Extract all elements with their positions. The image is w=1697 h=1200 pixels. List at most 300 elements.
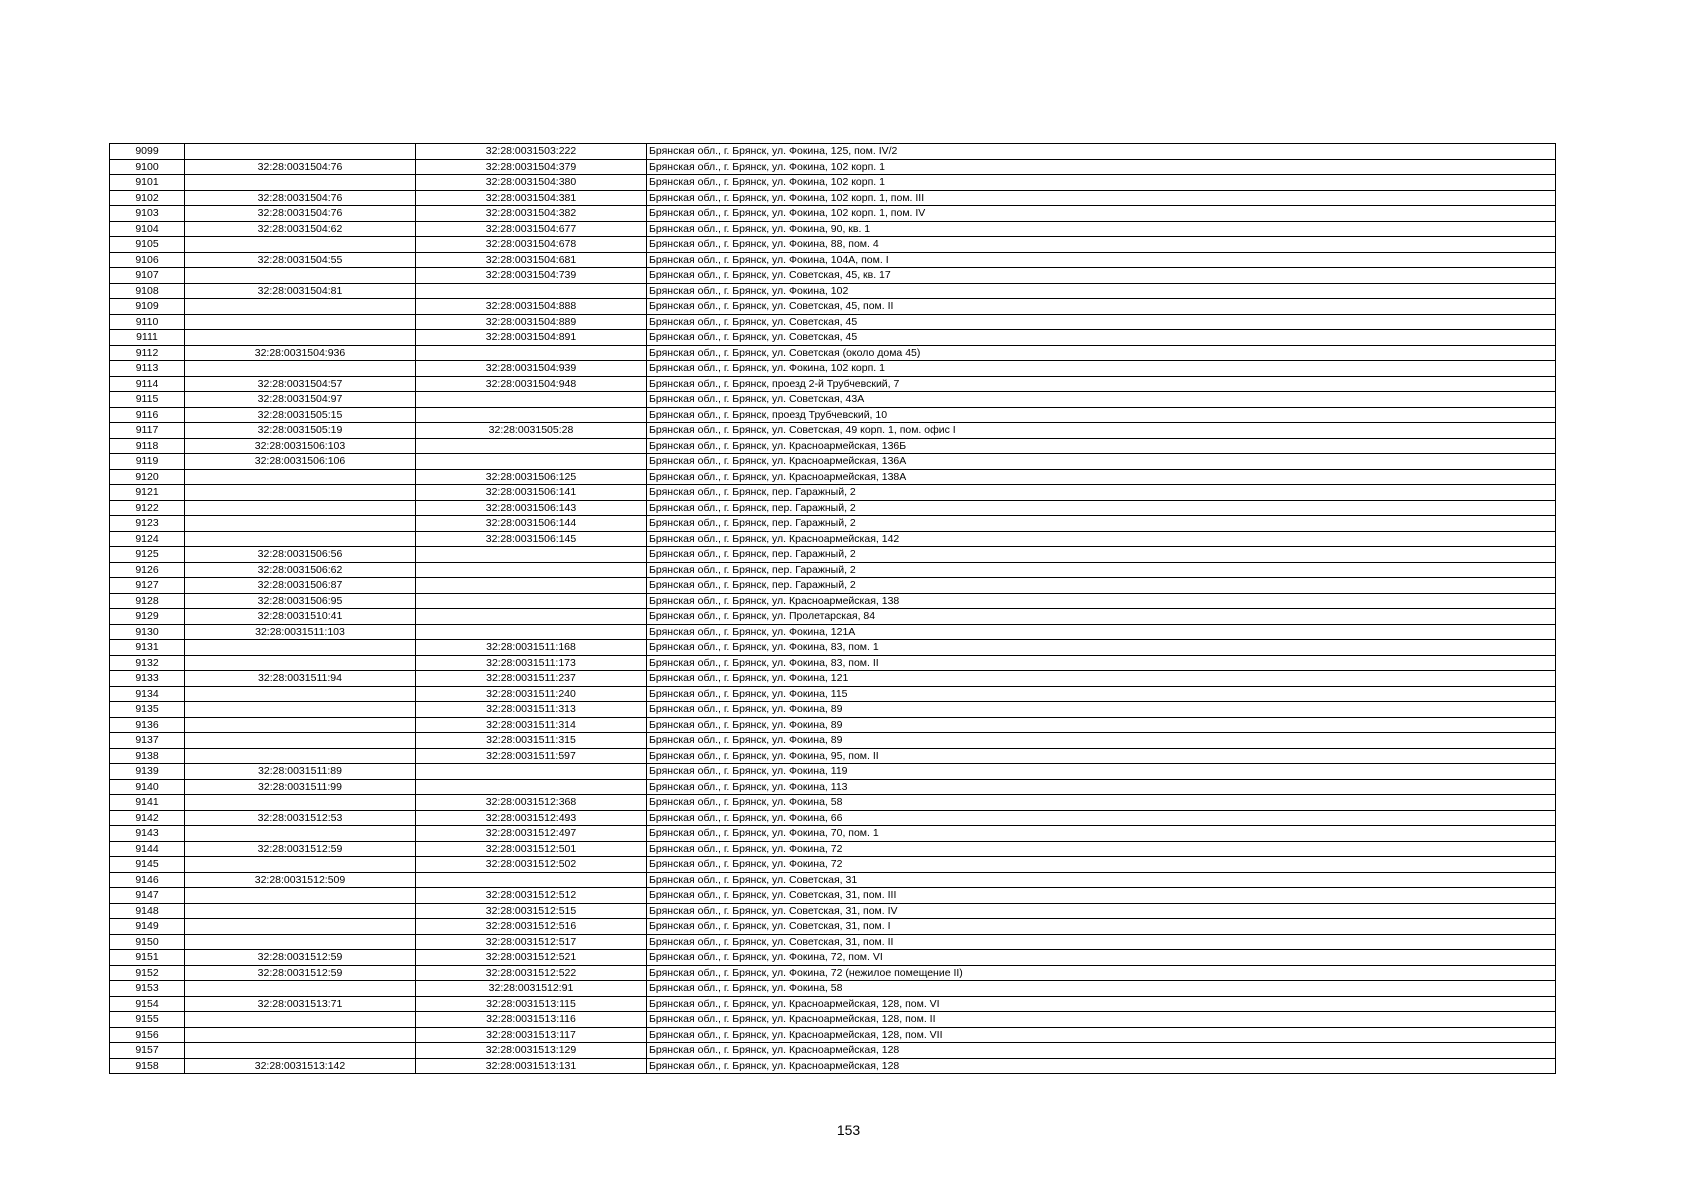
object-cadastral-number-cell: 32:28:0031506:141 — [416, 485, 647, 501]
address-cell: Брянская обл., г. Брянск, ул. Фокина, 72 — [647, 857, 1556, 873]
object-cadastral-number-cell: 32:28:0031512:521 — [416, 950, 647, 966]
address-cell: Брянская обл., г. Брянск, ул. Фокина, 125, пом. IV/2 — [647, 144, 1556, 160]
land-cadastral-number-cell: 32:28:0031505:19 — [185, 423, 416, 439]
land-cadastral-number-cell: 32:28:0031504:55 — [185, 252, 416, 268]
row-number-cell: 9130 — [110, 624, 185, 640]
row-number-cell: 9117 — [110, 423, 185, 439]
row-number-cell: 9156 — [110, 1027, 185, 1043]
table-row — [110, 206, 1556, 222]
table-row — [110, 826, 1556, 842]
object-cadastral-number-cell: 32:28:0031513:129 — [416, 1043, 647, 1059]
table-row — [110, 392, 1556, 408]
table-row — [110, 516, 1556, 532]
address-cell: Брянская обл., г. Брянск, ул. Красноармейская, 128, пом. II — [647, 1012, 1556, 1028]
land-cadastral-number-cell: 32:28:0031511:99 — [185, 779, 416, 795]
object-cadastral-number-cell: 32:28:0031504:678 — [416, 237, 647, 253]
row-number-cell: 9138 — [110, 748, 185, 764]
address-cell: Брянская обл., г. Брянск, ул. Красноармейская, 128 — [647, 1058, 1556, 1074]
object-cadastral-number-cell — [416, 438, 647, 454]
land-cadastral-number-cell: 32:28:0031513:142 — [185, 1058, 416, 1074]
row-number-cell: 9123 — [110, 516, 185, 532]
object-cadastral-number-cell — [416, 345, 647, 361]
land-cadastral-number-cell: 32:28:0031505:15 — [185, 407, 416, 423]
table-row — [110, 624, 1556, 640]
object-cadastral-number-cell: 32:28:0031511:315 — [416, 733, 647, 749]
table-row — [110, 872, 1556, 888]
table-row — [110, 733, 1556, 749]
address-cell: Брянская обл., г. Брянск, ул. Красноармейская, 128, пом. VI — [647, 996, 1556, 1012]
page-number: 153 — [836, 1122, 861, 1138]
row-number-cell: 9152 — [110, 965, 185, 981]
row-number-cell: 9129 — [110, 609, 185, 625]
object-cadastral-number-cell: 32:28:0031511:168 — [416, 640, 647, 656]
table-row — [110, 376, 1556, 392]
table-row — [110, 252, 1556, 268]
object-cadastral-number-cell: 32:28:0031504:939 — [416, 361, 647, 377]
row-number-cell: 9103 — [110, 206, 185, 222]
land-cadastral-number-cell — [185, 934, 416, 950]
table-row — [110, 485, 1556, 501]
land-cadastral-number-cell — [185, 299, 416, 315]
row-number-cell: 9119 — [110, 454, 185, 470]
object-cadastral-number-cell: 32:28:0031504:889 — [416, 314, 647, 330]
row-number-cell: 9136 — [110, 717, 185, 733]
row-number-cell: 9102 — [110, 190, 185, 206]
address-cell: Брянская обл., г. Брянск, ул. Советская, 49 корп. 1, пом. офис I — [647, 423, 1556, 439]
object-cadastral-number-cell: 32:28:0031513:115 — [416, 996, 647, 1012]
row-number-cell: 9106 — [110, 252, 185, 268]
address-cell: Брянская обл., г. Брянск, ул. Советская, 43А — [647, 392, 1556, 408]
address-cell: Брянская обл., г. Брянск, ул. Фокина, 102 корп. 1 — [647, 175, 1556, 191]
address-cell: Брянская обл., г. Брянск, ул. Красноармейская, 128 — [647, 1043, 1556, 1059]
object-cadastral-number-cell: 32:28:0031512:497 — [416, 826, 647, 842]
registry-table-body — [110, 144, 1556, 1074]
object-cadastral-number-cell: 32:28:0031511:597 — [416, 748, 647, 764]
address-cell: Брянская обл., г. Брянск, ул. Фокина, 119 — [647, 764, 1556, 780]
land-cadastral-number-cell: 32:28:0031511:103 — [185, 624, 416, 640]
row-number-cell: 9101 — [110, 175, 185, 191]
row-number-cell: 9115 — [110, 392, 185, 408]
row-number-cell: 9135 — [110, 702, 185, 718]
object-cadastral-number-cell — [416, 407, 647, 423]
row-number-cell: 9142 — [110, 810, 185, 826]
row-number-cell: 9137 — [110, 733, 185, 749]
row-number-cell: 9109 — [110, 299, 185, 315]
address-cell: Брянская обл., г. Брянск, ул. Фокина, 102 корп. 1, пом. IV — [647, 206, 1556, 222]
row-number-cell: 9149 — [110, 919, 185, 935]
address-cell: Брянская обл., г. Брянск, проезд 2-й Трубчевский, 7 — [647, 376, 1556, 392]
land-cadastral-number-cell — [185, 919, 416, 935]
row-number-cell: 9121 — [110, 485, 185, 501]
land-cadastral-number-cell: 32:28:0031512:53 — [185, 810, 416, 826]
land-cadastral-number-cell: 32:28:0031504:57 — [185, 376, 416, 392]
object-cadastral-number-cell: 32:28:0031504:677 — [416, 221, 647, 237]
object-cadastral-number-cell: 32:28:0031512:493 — [416, 810, 647, 826]
table-row — [110, 454, 1556, 470]
row-number-cell: 9148 — [110, 903, 185, 919]
object-cadastral-number-cell: 32:28:0031506:143 — [416, 500, 647, 516]
row-number-cell: 9125 — [110, 547, 185, 563]
table-row — [110, 1012, 1556, 1028]
table-row — [110, 888, 1556, 904]
land-cadastral-number-cell — [185, 175, 416, 191]
land-cadastral-number-cell — [185, 717, 416, 733]
object-cadastral-number-cell — [416, 593, 647, 609]
table-row — [110, 981, 1556, 997]
address-cell: Брянская обл., г. Брянск, пер. Гаражный, 2 — [647, 485, 1556, 501]
address-cell: Брянская обл., г. Брянск, ул. Фокина, 83, пом. II — [647, 655, 1556, 671]
object-cadastral-number-cell: 32:28:0031504:739 — [416, 268, 647, 284]
object-cadastral-number-cell: 32:28:0031512:522 — [416, 965, 647, 981]
row-number-cell: 9114 — [110, 376, 185, 392]
row-number-cell: 9111 — [110, 330, 185, 346]
row-number-cell: 9131 — [110, 640, 185, 656]
table-row — [110, 268, 1556, 284]
row-number-cell: 9110 — [110, 314, 185, 330]
land-cadastral-number-cell: 32:28:0031512:509 — [185, 872, 416, 888]
land-cadastral-number-cell: 32:28:0031504:62 — [185, 221, 416, 237]
object-cadastral-number-cell: 32:28:0031512:91 — [416, 981, 647, 997]
land-cadastral-number-cell — [185, 485, 416, 501]
land-cadastral-number-cell: 32:28:0031504:936 — [185, 345, 416, 361]
address-cell: Брянская обл., г. Брянск, ул. Красноармейская, 142 — [647, 531, 1556, 547]
land-cadastral-number-cell: 32:28:0031512:59 — [185, 841, 416, 857]
land-cadastral-number-cell: 32:28:0031506:56 — [185, 547, 416, 563]
row-number-cell: 9100 — [110, 159, 185, 175]
address-cell: Брянская обл., г. Брянск, ул. Фокина, 89 — [647, 717, 1556, 733]
land-cadastral-number-cell — [185, 903, 416, 919]
table-row — [110, 562, 1556, 578]
object-cadastral-number-cell: 32:28:0031512:517 — [416, 934, 647, 950]
land-cadastral-number-cell: 32:28:0031511:94 — [185, 671, 416, 687]
row-number-cell: 9140 — [110, 779, 185, 795]
land-cadastral-number-cell — [185, 702, 416, 718]
land-cadastral-number-cell: 32:28:0031506:103 — [185, 438, 416, 454]
table-row — [110, 190, 1556, 206]
row-number-cell: 9127 — [110, 578, 185, 594]
address-cell: Брянская обл., г. Брянск, ул. Фокина, 88, пом. 4 — [647, 237, 1556, 253]
land-cadastral-number-cell — [185, 748, 416, 764]
table-row — [110, 810, 1556, 826]
table-row — [110, 547, 1556, 563]
address-cell: Брянская обл., г. Брянск, ул. Фокина, 58 — [647, 795, 1556, 811]
object-cadastral-number-cell: 32:28:0031511:173 — [416, 655, 647, 671]
address-cell: Брянская обл., г. Брянск, ул. Фокина, 90, кв. 1 — [647, 221, 1556, 237]
object-cadastral-number-cell: 32:28:0031512:512 — [416, 888, 647, 904]
address-cell: Брянская обл., г. Брянск, ул. Красноармейская, 138А — [647, 469, 1556, 485]
row-number-cell: 9132 — [110, 655, 185, 671]
table-row — [110, 159, 1556, 175]
table-row — [110, 1043, 1556, 1059]
object-cadastral-number-cell — [416, 779, 647, 795]
table-row — [110, 841, 1556, 857]
address-cell: Брянская обл., г. Брянск, пер. Гаражный, 2 — [647, 547, 1556, 563]
address-cell: Брянская обл., г. Брянск, ул. Фокина, 89 — [647, 733, 1556, 749]
row-number-cell: 9112 — [110, 345, 185, 361]
row-number-cell: 9108 — [110, 283, 185, 299]
land-cadastral-number-cell — [185, 516, 416, 532]
row-number-cell: 9157 — [110, 1043, 185, 1059]
address-cell: Брянская обл., г. Брянск, ул. Фокина, 72 — [647, 841, 1556, 857]
land-cadastral-number-cell — [185, 330, 416, 346]
row-number-cell: 9150 — [110, 934, 185, 950]
row-number-cell: 9139 — [110, 764, 185, 780]
table-row — [110, 407, 1556, 423]
address-cell: Брянская обл., г. Брянск, ул. Фокина, 102 — [647, 283, 1556, 299]
registry-table — [109, 143, 1556, 1074]
land-cadastral-number-cell: 32:28:0031513:71 — [185, 996, 416, 1012]
object-cadastral-number-cell: 32:28:0031513:116 — [416, 1012, 647, 1028]
table-row — [110, 996, 1556, 1012]
address-cell: Брянская обл., г. Брянск, пер. Гаражный, 2 — [647, 562, 1556, 578]
row-number-cell: 9151 — [110, 950, 185, 966]
row-number-cell: 9099 — [110, 144, 185, 160]
object-cadastral-number-cell: 32:28:0031504:379 — [416, 159, 647, 175]
address-cell: Брянская обл., г. Брянск, ул. Советская, 45, пом. II — [647, 299, 1556, 315]
row-number-cell: 9133 — [110, 671, 185, 687]
table-row — [110, 237, 1556, 253]
address-cell: Брянская обл., г. Брянск, ул. Советская, 45 — [647, 314, 1556, 330]
address-cell: Брянская обл., г. Брянск, ул. Фокина, 72, пом. VI — [647, 950, 1556, 966]
table-row — [110, 500, 1556, 516]
address-cell: Брянская обл., г. Брянск, ул. Фокина, 66 — [647, 810, 1556, 826]
land-cadastral-number-cell: 32:28:0031506:106 — [185, 454, 416, 470]
address-cell: Брянская обл., г. Брянск, ул. Фокина, 89 — [647, 702, 1556, 718]
land-cadastral-number-cell: 32:28:0031512:59 — [185, 950, 416, 966]
land-cadastral-number-cell: 32:28:0031504:97 — [185, 392, 416, 408]
object-cadastral-number-cell — [416, 547, 647, 563]
address-cell: Брянская обл., г. Брянск, ул. Советская (около дома 45) — [647, 345, 1556, 361]
land-cadastral-number-cell: 32:28:0031504:76 — [185, 190, 416, 206]
table-row — [110, 640, 1556, 656]
address-cell: Брянская обл., г. Брянск, ул. Пролетарская, 84 — [647, 609, 1556, 625]
address-cell: Брянская обл., г. Брянск, ул. Фокина, 95, пом. II — [647, 748, 1556, 764]
land-cadastral-number-cell — [185, 500, 416, 516]
row-number-cell: 9144 — [110, 841, 185, 857]
address-cell: Брянская обл., г. Брянск, ул. Фокина, 121 — [647, 671, 1556, 687]
table-row — [110, 438, 1556, 454]
table-row — [110, 934, 1556, 950]
land-cadastral-number-cell — [185, 857, 416, 873]
object-cadastral-number-cell: 32:28:0031504:381 — [416, 190, 647, 206]
address-cell: Брянская обл., г. Брянск, пер. Гаражный, 2 — [647, 578, 1556, 594]
object-cadastral-number-cell — [416, 872, 647, 888]
table-row — [110, 144, 1556, 160]
object-cadastral-number-cell — [416, 578, 647, 594]
row-number-cell: 9118 — [110, 438, 185, 454]
object-cadastral-number-cell: 32:28:0031504:948 — [416, 376, 647, 392]
row-number-cell: 9116 — [110, 407, 185, 423]
land-cadastral-number-cell: 32:28:0031512:59 — [185, 965, 416, 981]
land-cadastral-number-cell — [185, 640, 416, 656]
land-cadastral-number-cell: 32:28:0031504:81 — [185, 283, 416, 299]
object-cadastral-number-cell: 32:28:0031504:380 — [416, 175, 647, 191]
object-cadastral-number-cell: 32:28:0031504:888 — [416, 299, 647, 315]
object-cadastral-number-cell: 32:28:0031506:125 — [416, 469, 647, 485]
land-cadastral-number-cell — [185, 144, 416, 160]
land-cadastral-number-cell — [185, 314, 416, 330]
address-cell: Брянская обл., г. Брянск, ул. Фокина, 121А — [647, 624, 1556, 640]
object-cadastral-number-cell — [416, 624, 647, 640]
object-cadastral-number-cell: 32:28:0031513:117 — [416, 1027, 647, 1043]
table-row — [110, 578, 1556, 594]
row-number-cell: 9145 — [110, 857, 185, 873]
land-cadastral-number-cell — [185, 981, 416, 997]
object-cadastral-number-cell: 32:28:0031511:240 — [416, 686, 647, 702]
object-cadastral-number-cell: 32:28:0031512:502 — [416, 857, 647, 873]
row-number-cell: 9126 — [110, 562, 185, 578]
table-row — [110, 795, 1556, 811]
land-cadastral-number-cell — [185, 531, 416, 547]
row-number-cell: 9141 — [110, 795, 185, 811]
object-cadastral-number-cell: 32:28:0031503:222 — [416, 144, 647, 160]
table-row — [110, 469, 1556, 485]
row-number-cell: 9124 — [110, 531, 185, 547]
address-cell: Брянская обл., г. Брянск, ул. Советская, 31 — [647, 872, 1556, 888]
address-cell: Брянская обл., г. Брянск, ул. Советская, 31, пом. II — [647, 934, 1556, 950]
address-cell: Брянская обл., г. Брянск, ул. Красноармейская, 138 — [647, 593, 1556, 609]
row-number-cell: 9107 — [110, 268, 185, 284]
object-cadastral-number-cell: 32:28:0031506:145 — [416, 531, 647, 547]
address-cell: Брянская обл., г. Брянск, ул. Советская, 31, пом. III — [647, 888, 1556, 904]
row-number-cell: 9153 — [110, 981, 185, 997]
address-cell: Брянская обл., г. Брянск, ул. Советская, 45 — [647, 330, 1556, 346]
row-number-cell: 9155 — [110, 1012, 185, 1028]
object-cadastral-number-cell — [416, 392, 647, 408]
address-cell: Брянская обл., г. Брянск, ул. Фокина, 115 — [647, 686, 1556, 702]
table-row — [110, 330, 1556, 346]
object-cadastral-number-cell — [416, 283, 647, 299]
land-cadastral-number-cell — [185, 268, 416, 284]
row-number-cell: 9154 — [110, 996, 185, 1012]
land-cadastral-number-cell — [185, 888, 416, 904]
address-cell: Брянская обл., г. Брянск, проезд Трубчевский, 10 — [647, 407, 1556, 423]
table-row — [110, 764, 1556, 780]
table-row — [110, 702, 1556, 718]
table-row — [110, 903, 1556, 919]
land-cadastral-number-cell — [185, 1012, 416, 1028]
land-cadastral-number-cell: 32:28:0031510:41 — [185, 609, 416, 625]
row-number-cell: 9158 — [110, 1058, 185, 1074]
table-row — [110, 686, 1556, 702]
row-number-cell: 9104 — [110, 221, 185, 237]
address-cell: Брянская обл., г. Брянск, ул. Советская, 31, пом. I — [647, 919, 1556, 935]
land-cadastral-number-cell: 32:28:0031506:87 — [185, 578, 416, 594]
table-row — [110, 175, 1556, 191]
land-cadastral-number-cell: 32:28:0031504:76 — [185, 159, 416, 175]
table-row — [110, 950, 1556, 966]
address-cell: Брянская обл., г. Брянск, ул. Советская, 45, кв. 17 — [647, 268, 1556, 284]
address-cell: Брянская обл., г. Брянск, ул. Фокина, 102 корп. 1, пом. III — [647, 190, 1556, 206]
address-cell: Брянская обл., г. Брянск, ул. Фокина, 113 — [647, 779, 1556, 795]
table-row — [110, 965, 1556, 981]
land-cadastral-number-cell — [185, 237, 416, 253]
row-number-cell: 9120 — [110, 469, 185, 485]
table-row — [110, 857, 1556, 873]
address-cell: Брянская обл., г. Брянск, ул. Фокина, 83, пом. 1 — [647, 640, 1556, 656]
address-cell: Брянская обл., г. Брянск, ул. Фокина, 104А, пом. I — [647, 252, 1556, 268]
table-row — [110, 221, 1556, 237]
object-cadastral-number-cell: 32:28:0031506:144 — [416, 516, 647, 532]
table-row — [110, 361, 1556, 377]
table-row — [110, 283, 1556, 299]
table-row — [110, 671, 1556, 687]
table-row — [110, 531, 1556, 547]
table-row — [110, 919, 1556, 935]
row-number-cell: 9143 — [110, 826, 185, 842]
table-row — [110, 593, 1556, 609]
object-cadastral-number-cell: 32:28:0031504:891 — [416, 330, 647, 346]
land-cadastral-number-cell — [185, 795, 416, 811]
object-cadastral-number-cell — [416, 764, 647, 780]
address-cell: Брянская обл., г. Брянск, ул. Красноармейская, 136Б — [647, 438, 1556, 454]
row-number-cell: 9122 — [110, 500, 185, 516]
object-cadastral-number-cell: 32:28:0031511:237 — [416, 671, 647, 687]
address-cell: Брянская обл., г. Брянск, ул. Фокина, 58 — [647, 981, 1556, 997]
object-cadastral-number-cell: 32:28:0031512:501 — [416, 841, 647, 857]
table-row — [110, 299, 1556, 315]
row-number-cell: 9147 — [110, 888, 185, 904]
object-cadastral-number-cell — [416, 454, 647, 470]
object-cadastral-number-cell: 32:28:0031512:515 — [416, 903, 647, 919]
address-cell: Брянская обл., г. Брянск, ул. Красноармейская, 136А — [647, 454, 1556, 470]
address-cell: Брянская обл., г. Брянск, ул. Фокина, 102 корп. 1 — [647, 361, 1556, 377]
land-cadastral-number-cell — [185, 686, 416, 702]
object-cadastral-number-cell: 32:28:0031511:313 — [416, 702, 647, 718]
table-row — [110, 748, 1556, 764]
address-cell: Брянская обл., г. Брянск, пер. Гаражный, 2 — [647, 516, 1556, 532]
table-row — [110, 1027, 1556, 1043]
row-number-cell: 9146 — [110, 872, 185, 888]
address-cell: Брянская обл., г. Брянск, ул. Фокина, 102 корп. 1 — [647, 159, 1556, 175]
land-cadastral-number-cell: 32:28:0031506:95 — [185, 593, 416, 609]
address-cell: Брянская обл., г. Брянск, ул. Советская, 31, пом. IV — [647, 903, 1556, 919]
object-cadastral-number-cell: 32:28:0031504:382 — [416, 206, 647, 222]
land-cadastral-number-cell — [185, 655, 416, 671]
object-cadastral-number-cell: 32:28:0031504:681 — [416, 252, 647, 268]
land-cadastral-number-cell — [185, 733, 416, 749]
land-cadastral-number-cell: 32:28:0031511:89 — [185, 764, 416, 780]
address-cell: Брянская обл., г. Брянск, ул. Фокина, 72 (нежилое помещение II) — [647, 965, 1556, 981]
land-cadastral-number-cell — [185, 469, 416, 485]
table-row — [110, 314, 1556, 330]
table-row — [110, 655, 1556, 671]
land-cadastral-number-cell — [185, 1043, 416, 1059]
land-cadastral-number-cell: 32:28:0031504:76 — [185, 206, 416, 222]
table-row — [110, 345, 1556, 361]
object-cadastral-number-cell: 32:28:0031513:131 — [416, 1058, 647, 1074]
object-cadastral-number-cell: 32:28:0031511:314 — [416, 717, 647, 733]
address-cell: Брянская обл., г. Брянск, ул. Фокина, 70, пом. 1 — [647, 826, 1556, 842]
row-number-cell: 9113 — [110, 361, 185, 377]
address-cell: Брянская обл., г. Брянск, пер. Гаражный, 2 — [647, 500, 1556, 516]
object-cadastral-number-cell: 32:28:0031505:28 — [416, 423, 647, 439]
table-row — [110, 779, 1556, 795]
land-cadastral-number-cell — [185, 1027, 416, 1043]
object-cadastral-number-cell — [416, 562, 647, 578]
table-row — [110, 717, 1556, 733]
land-cadastral-number-cell: 32:28:0031506:62 — [185, 562, 416, 578]
row-number-cell: 9128 — [110, 593, 185, 609]
table-row — [110, 609, 1556, 625]
row-number-cell: 9105 — [110, 237, 185, 253]
table-row — [110, 1058, 1556, 1074]
row-number-cell: 9134 — [110, 686, 185, 702]
land-cadastral-number-cell — [185, 826, 416, 842]
object-cadastral-number-cell: 32:28:0031512:368 — [416, 795, 647, 811]
object-cadastral-number-cell — [416, 609, 647, 625]
table-row — [110, 423, 1556, 439]
